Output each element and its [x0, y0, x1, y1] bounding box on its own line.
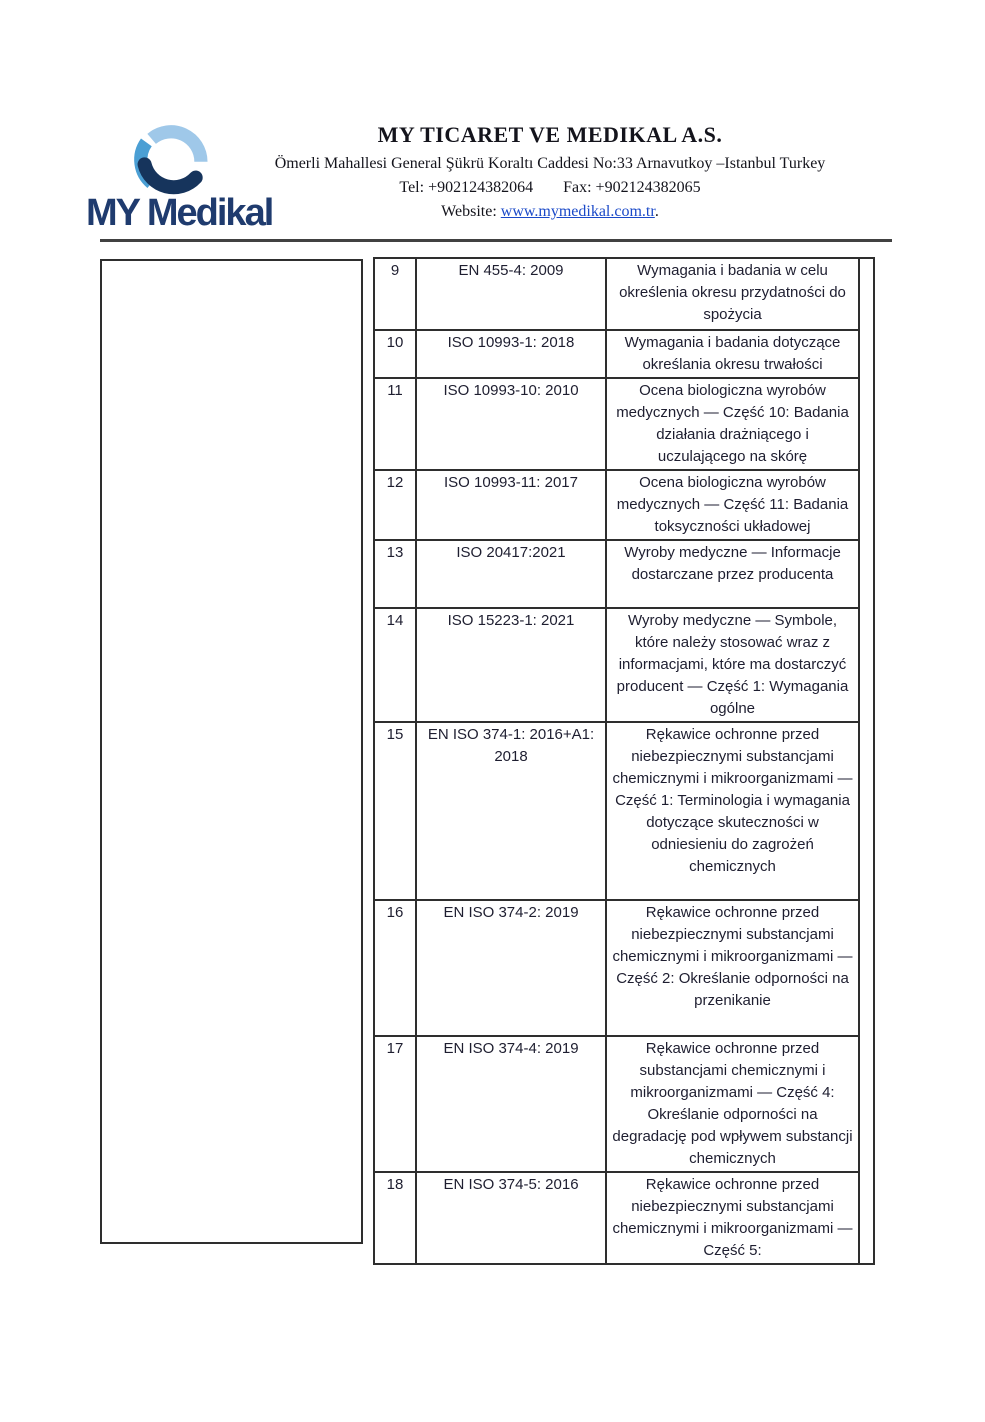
table-row [374, 258, 874, 330]
row-number-cell: 15 [374, 722, 416, 900]
row-number-cell: 17 [374, 1036, 416, 1172]
standard-description-cell: Ocena biologiczna wyrobów medycznych — Część 10: Badania działania drażniącego i uczulającego na skórę [606, 378, 859, 470]
standard-code-cell: ISO 10993-1: 2018 [416, 330, 606, 378]
row-number-cell: 14 [374, 608, 416, 722]
standard-description-cell: Rękawice ochronne przed niebezpiecznymi substancjami chemicznymi i mikroorganizmami — Część 2: Określanie odporności na przenikanie [606, 900, 859, 1036]
standards-table [373, 257, 875, 1265]
table-row [374, 608, 874, 722]
table-right-empty-cell [859, 258, 874, 1264]
table-row [374, 470, 874, 540]
website-period: . [654, 203, 659, 220]
standard-code-cell: ISO 10993-11: 2017 [416, 470, 606, 540]
standard-description-cell: Wymagania i badania w celu określenia okresu przydatności do spożycia [606, 258, 859, 330]
fax-number: Fax: +902124382065 [563, 179, 701, 196]
standard-description-cell: Rękawice ochronne przed niebezpiecznymi substancjami chemicznymi i mikroorganizmami — Część 5: [606, 1172, 859, 1264]
row-number-cell: 13 [374, 540, 416, 608]
table-row [374, 1036, 874, 1172]
standards-table-body [374, 258, 874, 1264]
row-number-cell: 11 [374, 378, 416, 470]
website-link[interactable]: www.mymedikal.com.tr [500, 203, 655, 220]
table-row [374, 540, 874, 608]
table-row [374, 378, 874, 470]
row-number-cell: 9 [374, 258, 416, 330]
company-address: Ömerli Mahallesi General Şükrü Koraltı Caddesi No:33 Arnavutkoy –Istanbul Turkey [274, 155, 826, 172]
table-left-empty-cell [100, 259, 363, 1244]
phone-fax-line [200, 179, 900, 197]
phone-number: Tel: +902124382064 [399, 179, 534, 196]
standard-description-cell: Wyroby medyczne — Informacje dostarczane przez producenta [606, 540, 859, 608]
standard-code-cell: EN ISO 374-5: 2016 [416, 1172, 606, 1264]
table-row [374, 722, 874, 900]
row-number-cell: 16 [374, 900, 416, 1036]
standard-code-cell: EN ISO 374-1: 2016+A1: 2018 [416, 722, 606, 900]
table-row [374, 900, 874, 1036]
standard-description-cell: Wyroby medyczne — Symbole, które należy stosować wraz z informacjami, które ma dostarczyć producent — Część 1: Wymagania ogólne [606, 608, 859, 722]
standard-description-cell: Wymagania i badania dotyczące określania okresu trwałości [606, 330, 859, 378]
website-label: Website: [441, 203, 497, 220]
standard-code-cell: ISO 10993-10: 2010 [416, 378, 606, 470]
row-number-cell: 18 [374, 1172, 416, 1264]
standard-description-cell: Ocena biologiczna wyrobów medycznych — Część 11: Badania toksyczności układowej [606, 470, 859, 540]
letterhead [200, 122, 900, 221]
company-title: MY TICARET VE MEDIKAL A.S. [377, 122, 723, 147]
standard-code-cell: ISO 15223-1: 2021 [416, 608, 606, 722]
row-number-cell: 12 [374, 470, 416, 540]
standard-description-cell: Rękawice ochronne przed substancjami chemicznymi i mikroorganizmami — Część 4: Określanie odporności na degradację pod wpływem substancji chemicznych [606, 1036, 859, 1172]
standard-description-cell: Rękawice ochronne przed niebezpiecznymi substancjami chemicznymi i mikroorganizmami — Część 1: Terminologia i wymagania dotyczące skuteczności w odniesieniu do zagrożeń chemicznych [606, 722, 859, 900]
logo-text: MY Medikal [86, 192, 273, 234]
standard-code-cell: EN ISO 374-2: 2019 [416, 900, 606, 1036]
header-divider [100, 239, 892, 242]
table-row [374, 330, 874, 378]
standard-code-cell: EN ISO 374-4: 2019 [416, 1036, 606, 1172]
table-row [374, 1172, 874, 1264]
standard-code-cell: ISO 20417:2021 [416, 540, 606, 608]
row-number-cell: 10 [374, 330, 416, 378]
website-line [200, 203, 900, 221]
standard-code-cell: EN 455-4: 2009 [416, 258, 606, 330]
